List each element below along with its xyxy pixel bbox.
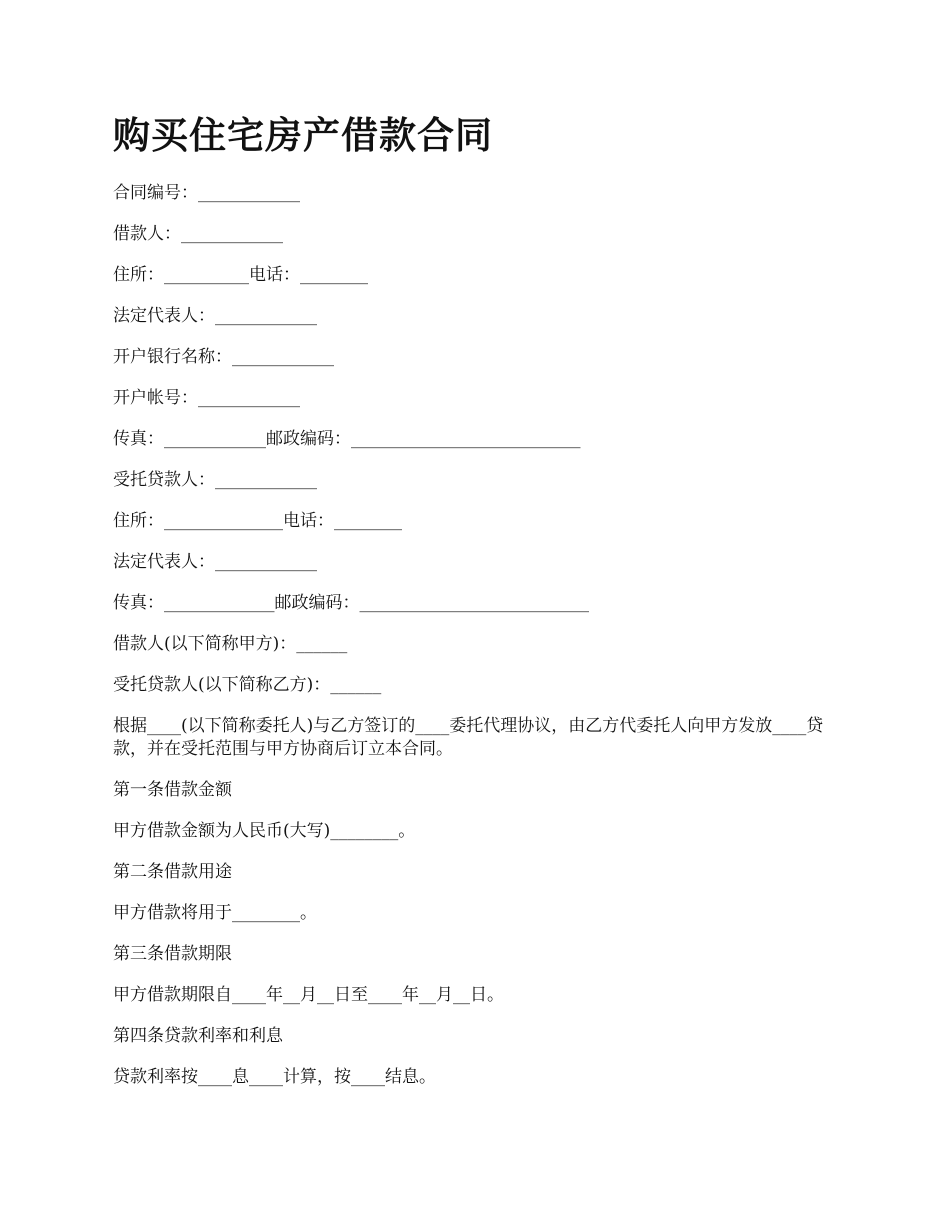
party-a-definition-line: 借款人(以下简称甲方)：______ [113,634,348,654]
clause-heading-1: 第一条借款金额 [113,780,232,800]
clauses-section [113,779,843,1089]
lender-legal-rep-line: 法定代表人：____________ [113,552,317,572]
bank-account-line: 开户帐号：____________ [113,388,300,408]
party-info-section [113,182,843,697]
clause-text-1: 甲方借款金额为人民币(大写)________。 [113,821,416,841]
clause-text-3: 甲方借款期限自____年__月__日至____年__月__日。 [113,985,504,1005]
trustee-lender-line: 受托贷款人：____________ [113,470,317,490]
contract-number-line: 合同编号：____________ [113,183,300,203]
clause-heading-2: 第二条借款用途 [113,862,232,882]
lender-address-phone-line: 住所：______________电话：________ [113,511,402,531]
clause-text-2: 甲方借款将用于________。 [113,903,317,923]
borrower-line: 借款人：____________ [113,224,283,244]
party-b-definition-line: 受托贷款人(以下简称乙方)：______ [113,675,382,695]
borrower-legal-rep-line: 法定代表人：____________ [113,306,317,326]
intro-paragraph: 根据____(以下简称委托人)与乙方签订的____委托代理协议，由乙方代委托人向甲方发放____贷款，并在受托范围与甲方协商后订立本合同。 [113,716,824,759]
lender-fax-postcode-line: 传真：_____________邮政编码：___________________________ [113,593,589,613]
borrower-fax-postcode-line: 传真：____________邮政编码：___________________________ [113,429,581,449]
page-title: 购买住宅房产借款合同 [113,114,493,157]
borrower-address-phone-line: 住所：__________电话：________ [113,265,368,285]
bank-name-line: 开户银行名称：____________ [113,347,334,367]
clause-heading-3: 第三条借款期限 [113,944,232,964]
clause-heading-4: 第四条贷款利率和利息 [113,1026,283,1046]
clause-text-4: 贷款利率按____息____计算，按____结息。 [113,1067,436,1087]
contract-page [113,112,843,1107]
